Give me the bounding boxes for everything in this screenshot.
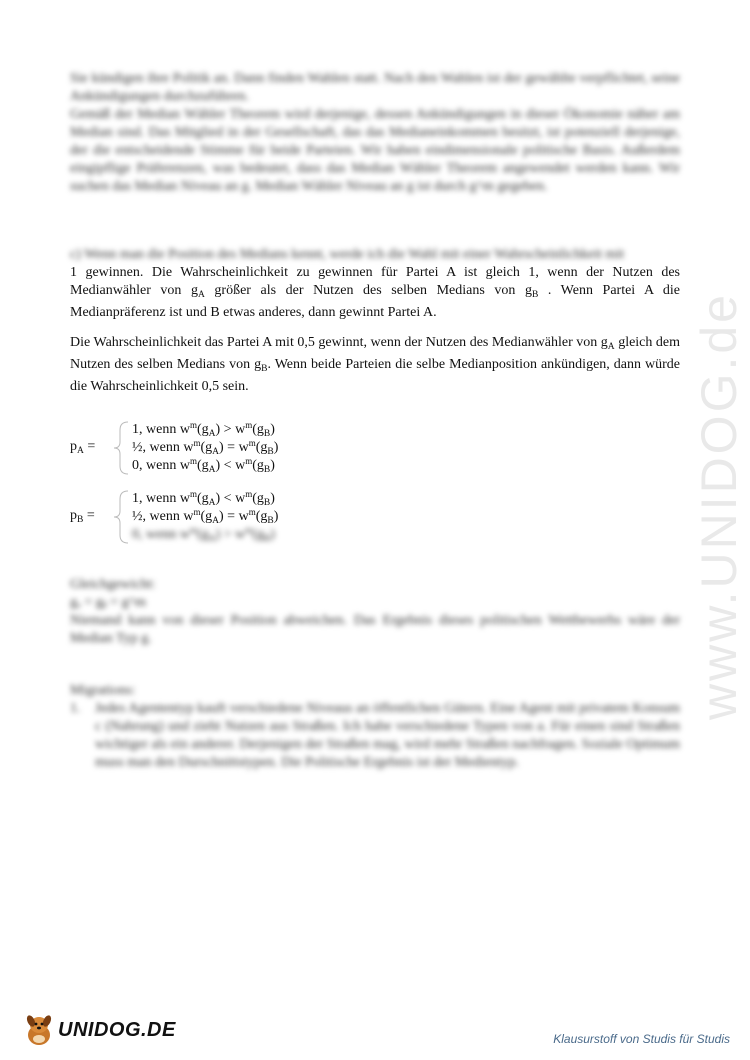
case-coef: 0, wenn w	[132, 458, 190, 473]
list-item-text: Jedes Agententyp kauft verschiedene Niveaus an öffentlichen Gütern. Eine Agent mit privatem Konsum c (Nahrung) und zieht Nutzen aus Straßen. Ich habe verschiedene Typen von a. Für einen sind Straßen wichtiger als ein anderer. Derjenigen der Straßen mag, wird mehr Straßen nachfragen. Soziale Optimum muss man den Durschnittstypen. Die Politische Ergebnis ist der Medientyp.	[95, 701, 680, 770]
lhs-symbol: p	[70, 439, 77, 454]
superscript: m	[193, 438, 201, 448]
superscript: m	[189, 456, 197, 466]
watermark: www.UNIDOG.de	[691, 292, 747, 720]
text-segment: Die Wahrscheinlichkeit das Partei A mit 0,5 gewinnt, wenn der Nutzen des Medianwähler von g	[70, 335, 608, 350]
text-segment: größer als der Nutzen des selben Medians von g	[214, 283, 532, 298]
gleichgewicht-text: Niemand kann von dieser Position abweichen. Das Ergebnis dieses politischen Wettbewerbs wäre der Median Typ g.	[70, 613, 680, 646]
case-op: > w	[220, 422, 246, 437]
subscript: B	[263, 429, 271, 439]
case-coef: ½, wenn w	[132, 440, 194, 455]
gleichgewicht-title: Gleichgewicht:	[70, 577, 156, 592]
brace-icon	[112, 489, 132, 545]
list-number: 1.	[70, 701, 81, 716]
case-op: = w	[223, 509, 249, 524]
text-segment: (g	[196, 422, 209, 437]
formula-pb	[70, 489, 370, 545]
text-segment: (g	[252, 458, 264, 473]
superscript: m	[189, 420, 197, 430]
superscript: m	[248, 438, 256, 448]
case-row	[132, 420, 275, 439]
subscript: A	[208, 498, 216, 508]
text-segment: )	[273, 440, 279, 455]
subscript: B	[531, 290, 539, 300]
section-c-first-line: c) Wenn man die Position des Medians kennt, werde ich die Wahl mit einer Wahrscheinlichkeit mit	[70, 247, 625, 262]
superscript: m	[245, 489, 253, 499]
subscript: B	[267, 447, 274, 457]
section-c-paragraph-1	[70, 264, 680, 322]
text-segment: (g	[255, 509, 268, 524]
text-segment: (g	[252, 422, 264, 437]
case-row	[132, 489, 275, 508]
text-segment: (g	[200, 509, 213, 524]
subscript: B	[77, 515, 84, 525]
text-segment: gleich dem Nutzen des selben Medians von g	[70, 335, 681, 372]
subscript: A	[197, 290, 205, 300]
text-segment: )	[215, 458, 221, 473]
subscript: B	[263, 534, 271, 544]
text-segment: )	[219, 440, 224, 455]
case-row	[132, 507, 278, 526]
subscript: A	[208, 465, 216, 475]
text-segment: )	[215, 491, 221, 506]
migrations-title: Migrations:	[70, 683, 136, 698]
text-segment: )	[270, 458, 275, 473]
superscript: m	[245, 456, 253, 466]
equals-sign: =	[83, 439, 96, 454]
subscript: A	[77, 446, 84, 456]
superscript: m	[248, 507, 256, 517]
case-op: < w	[220, 491, 246, 506]
equals-sign: =	[83, 508, 95, 523]
case-row	[132, 525, 275, 544]
text-segment: )	[273, 509, 279, 524]
superscript: m	[189, 489, 197, 499]
case-coef: 1, wenn w	[132, 491, 190, 506]
formula-lhs	[70, 508, 95, 525]
formula-pa	[70, 420, 370, 476]
case-coef: 1, wenn w	[132, 422, 190, 437]
subscript: A	[212, 516, 219, 526]
unidog-logo	[24, 1012, 184, 1048]
text-segment: 1 gewinnen. Die Wahrscheinlichkeit zu gewinnen für Partei A ist gleich 1, wenn der Nutzen des Medianwähler von g	[70, 265, 680, 298]
superscript: m	[189, 525, 197, 535]
subscript: A	[607, 342, 615, 352]
section-c-paragraph-2	[70, 334, 680, 396]
subscript: B	[263, 498, 271, 508]
blurred-paragraph-2: Gemäß der Median Wähler Theorem wird derjenige, dessen Ankündigungen in dieser Ökonomie näher am Median sind. Das Mitglied in der Gesellschaft, das das Medianeinkommen besitzt, ist potenziell derjenige, der die entscheidende Stimme für beide Parteien. Wir haben eindimensionale politische Basis. Außerdem eingipflige Präferenzen, was bedeutet, dass das Median Wähler Theorem angewendet werden kann. Wir suchen das Median Niveau an g. Median Wähler Niveau an g ist durch g^m gegeben.	[70, 107, 680, 194]
text-segment: (g	[196, 491, 209, 506]
gleichgewicht-formula: gₐ = gᵦ = g^m	[70, 595, 147, 610]
text-segment: (g	[255, 440, 268, 455]
text-segment: )	[215, 527, 221, 542]
superscript: m	[245, 420, 253, 430]
text-segment: (g	[196, 458, 209, 473]
text-segment: )	[270, 527, 275, 542]
formula-lhs	[70, 439, 95, 456]
lhs-symbol: p	[70, 508, 77, 523]
superscript: m	[193, 507, 201, 517]
blurred-paragraph-1: Sie kündigen ihre Politik an. Dann finden Wahlen statt. Nach den Wahlen ist der gewählte verpflichtet, seine Ankündigungen durchzuführen.	[70, 71, 680, 104]
subscript: B	[263, 465, 271, 475]
case-op: = w	[223, 440, 249, 455]
text-segment: )	[219, 509, 224, 524]
text-segment: (g	[252, 491, 264, 506]
subscript: B	[261, 364, 268, 374]
text-segment: (g	[200, 440, 213, 455]
case-coef: 0, wenn w	[132, 527, 190, 542]
text-segment: . Wenn Partei A die Medianpräferenz ist und B etwas anderes, dann gewinnt Partei A.	[70, 283, 680, 320]
text-segment: (g	[196, 527, 209, 542]
case-coef: ½, wenn w	[132, 509, 194, 524]
case-op: > w	[220, 527, 246, 542]
case-row	[132, 438, 278, 457]
list-item	[70, 700, 680, 772]
text-segment: )	[270, 422, 275, 437]
logo-text: UNIDOG.DE	[58, 1018, 176, 1041]
text-segment: )	[215, 422, 221, 437]
subscript: A	[208, 534, 216, 544]
text-segment: )	[270, 491, 275, 506]
dog-icon	[24, 1013, 54, 1047]
brace-icon	[112, 420, 132, 476]
subscript: A	[212, 447, 219, 457]
subscript: A	[208, 429, 216, 439]
case-row	[132, 456, 275, 475]
subscript: B	[267, 516, 274, 526]
superscript: m	[245, 525, 253, 535]
text-segment: (g	[252, 527, 264, 542]
text-segment: . Wenn beide Parteien die selbe Medianposition ankündigen, dann würde die Wahrscheinlichkeit 0,5 sein.	[70, 357, 680, 394]
case-op: < w	[220, 458, 246, 473]
footer-tagline: Klausurstoff von Studis für Studis	[553, 1032, 730, 1046]
